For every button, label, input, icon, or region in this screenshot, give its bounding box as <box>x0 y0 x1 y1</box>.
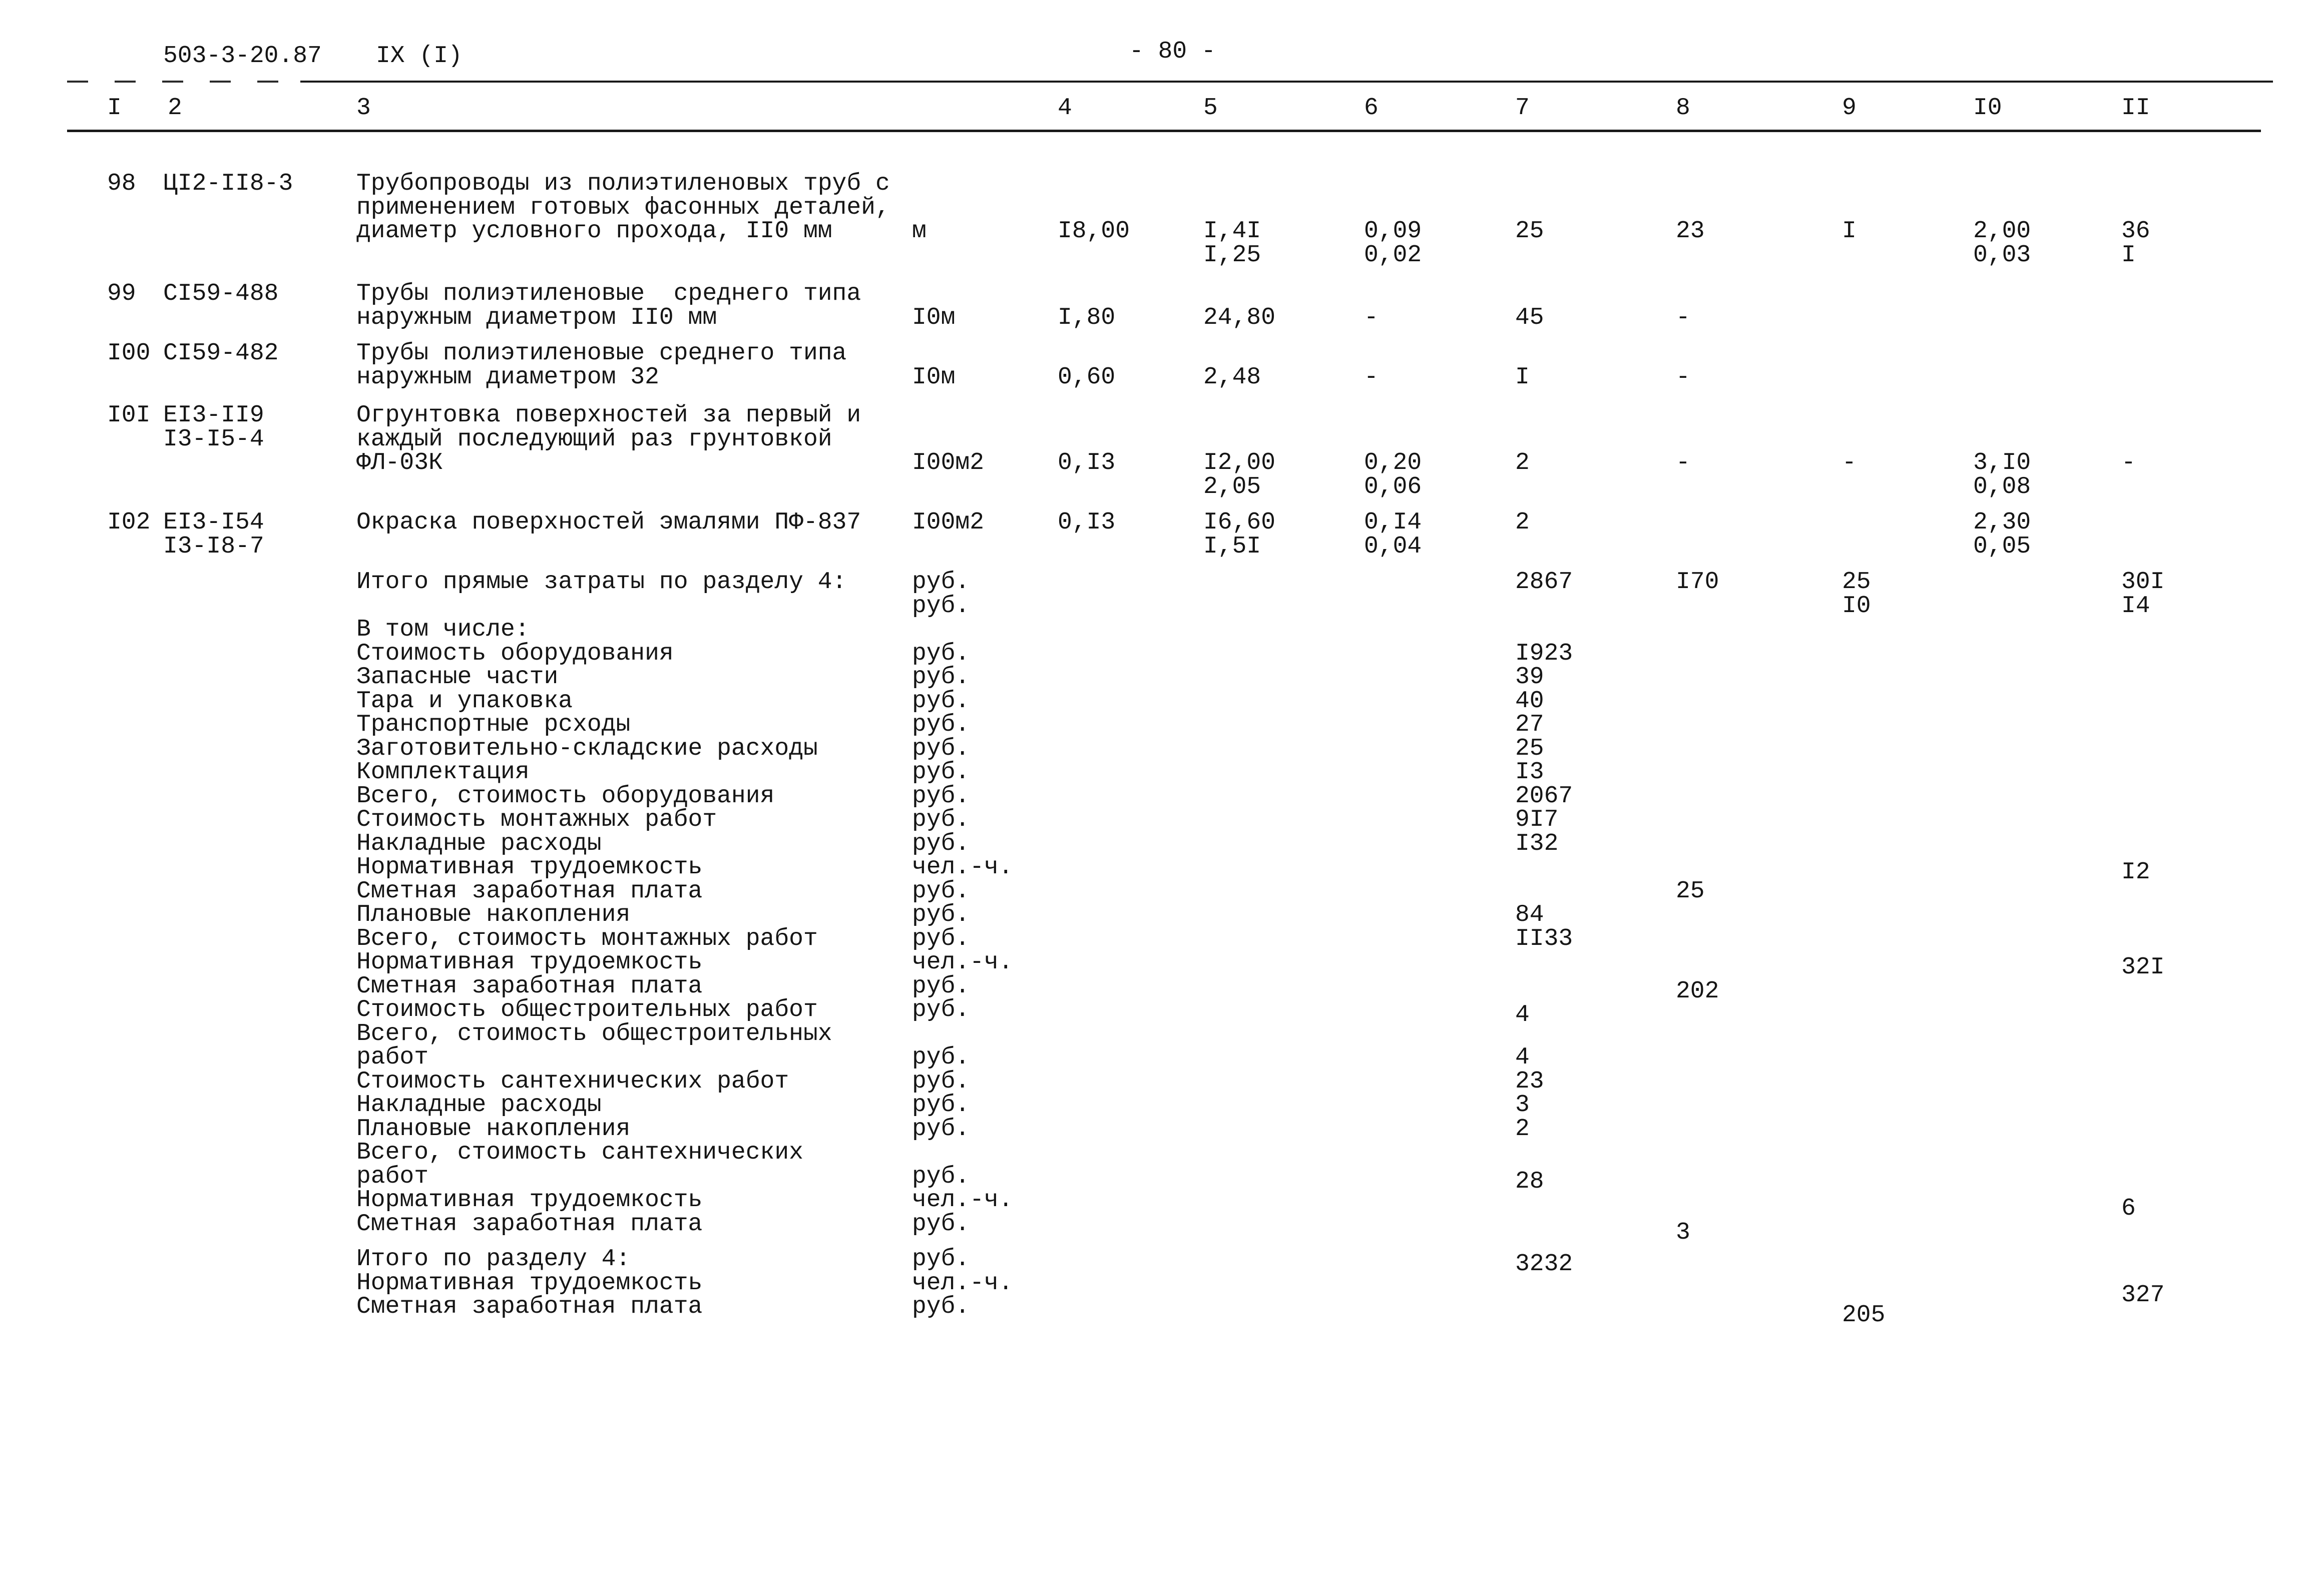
col6-value: 0,20 0,06 <box>1364 449 1422 500</box>
rate-code: ЦI2-II8-3 <box>163 170 293 197</box>
rate-code: СI59-482 <box>163 340 279 367</box>
col7-value: 2867 <box>1515 569 1573 596</box>
column-header-2: 2 <box>168 95 182 122</box>
col8-value: - <box>1676 304 1690 331</box>
item-label: Запасные части <box>356 664 559 691</box>
item-label: Накладные расходы <box>356 1092 602 1119</box>
item-label: Итого по разделу 4: <box>356 1246 631 1273</box>
item-label: работ <box>356 1044 429 1071</box>
unit: руб. <box>912 1092 970 1119</box>
col9-value: - <box>1842 449 1857 476</box>
column-header-8: 8 <box>1676 95 1690 122</box>
col8-value: 25 <box>1676 877 1705 905</box>
item-label: Нормативная трудоемкость <box>356 1187 703 1214</box>
col5-value: I,4I I,25 <box>1203 218 1261 269</box>
item-label: Нормативная трудоемкость <box>356 1269 703 1297</box>
item-label: работ <box>356 1163 429 1190</box>
column-header-7: 7 <box>1515 95 1530 122</box>
item-label: Накладные расходы <box>356 830 602 857</box>
col7-value: 39 <box>1515 664 1544 691</box>
item-label: Всего, стоимость оборудования <box>356 782 775 810</box>
col7-value: 25 <box>1515 218 1544 245</box>
row-number: I0I <box>107 402 151 429</box>
unit: руб. <box>912 1210 970 1238</box>
unit: руб. <box>912 996 970 1023</box>
unit: руб. <box>912 925 970 952</box>
col7-value: 3232 <box>1515 1251 1573 1278</box>
page-number: - 80 - <box>1129 38 1216 65</box>
col5-value: 2,48 <box>1203 363 1261 391</box>
rate-code: ЕI3-II9 I3-I5-4 <box>163 402 264 453</box>
column-header-9: 9 <box>1842 95 1857 122</box>
unit: руб. <box>912 782 970 810</box>
col4-value: I,80 <box>1058 304 1116 331</box>
col11-value: 36 I <box>2121 218 2150 269</box>
col8-value: - <box>1676 363 1690 391</box>
unit: руб. <box>912 1163 970 1190</box>
col9-value: 205 <box>1842 1302 1886 1329</box>
col7-value: 27 <box>1515 711 1544 738</box>
column-header-11: II <box>2121 95 2150 122</box>
col5-value: I6,60 I,5I <box>1203 509 1276 560</box>
unit: руб. <box>912 735 970 762</box>
col7-value: I <box>1515 363 1530 391</box>
col8-value: - <box>1676 449 1690 476</box>
unit: руб. <box>912 1044 970 1071</box>
col7-value: 28 <box>1515 1168 1544 1195</box>
unit: чел.-ч. <box>912 1269 1013 1297</box>
work-description: Трубы полиэтиленовые среднего типа наружным диаметром II0 мм <box>356 280 861 331</box>
unit: руб. <box>912 877 970 905</box>
unit: чел.-ч. <box>912 949 1013 976</box>
unit: м <box>912 218 927 245</box>
col7-value: II33 <box>1515 925 1573 952</box>
item-label: Плановые накопления <box>356 901 631 928</box>
item-label: Всего, стоимость монтажных работ <box>356 925 818 952</box>
col6-value: - <box>1364 304 1378 331</box>
unit: руб. <box>912 687 970 715</box>
item-label: Стоимость оборудования <box>356 640 674 667</box>
col11-value: 30I I4 <box>2121 569 2165 620</box>
unit: чел.-ч. <box>912 1187 1013 1214</box>
column-header-1: I <box>107 95 122 122</box>
unit: I00м2 <box>912 509 985 536</box>
item-label: Стоимость монтажных работ <box>356 806 717 833</box>
col9-value: I <box>1842 218 1857 245</box>
col6-value: 0,I4 0,04 <box>1364 509 1422 560</box>
row-number: I02 <box>107 509 151 536</box>
col8-value: 23 <box>1676 218 1705 245</box>
col8-value: I70 <box>1676 569 1719 596</box>
col11-value: 32I <box>2121 954 2165 981</box>
item-label: Тара и упаковка <box>356 687 573 715</box>
column-header-4: 4 <box>1058 95 1072 122</box>
item-label: Сметная заработная плата <box>356 1293 703 1320</box>
col6-value: 0,09 0,02 <box>1364 218 1422 269</box>
rate-code: ЕI3-I54 I3-I8-7 <box>163 509 264 560</box>
row-number: I00 <box>107 340 151 367</box>
col10-value: 2,00 0,03 <box>1973 218 2031 269</box>
unit: руб. <box>912 1115 970 1143</box>
unit: руб. <box>912 1068 970 1095</box>
item-label: Всего, стоимость общестроительных <box>356 1020 832 1047</box>
col7-value: 23 <box>1515 1068 1544 1095</box>
col7-value: 4 <box>1515 1044 1530 1071</box>
col7-value: I923 <box>1515 640 1573 667</box>
unit: руб. <box>912 972 970 1000</box>
section-number: IX (I) <box>376 43 463 70</box>
item-label: Нормативная трудоемкость <box>356 854 703 881</box>
header-rule-bottom <box>67 130 2261 132</box>
col10-value: 3,I0 0,08 <box>1973 449 2031 500</box>
col6-value: - <box>1364 363 1378 391</box>
column-header-10: I0 <box>1973 95 2002 122</box>
col7-value: 2 <box>1515 449 1530 476</box>
item-label: Заготовительно-складские расходы <box>356 735 818 762</box>
unit: руб. <box>912 640 970 667</box>
breakdown-heading: В том числе: <box>356 616 530 643</box>
unit: руб. <box>912 711 970 738</box>
col7-value: 2067 <box>1515 782 1573 810</box>
work-description: Огрунтовка поверхностей за первый и каждый последующий раз грунтовкой ФЛ-03К <box>356 402 861 476</box>
unit: I00м2 <box>912 449 985 476</box>
col11-value: I2 <box>2121 859 2150 886</box>
col7-value: 4 <box>1515 1001 1530 1028</box>
col7-value: I3 <box>1515 759 1544 786</box>
unit: руб. <box>912 1246 970 1273</box>
column-header-3: 3 <box>356 95 371 122</box>
work-description: Трубы полиэтиленовые среднего типа наружным диаметром 32 <box>356 340 847 391</box>
col7-value: 84 <box>1515 901 1544 928</box>
item-label: Комплектация <box>356 759 530 786</box>
col7-value: I32 <box>1515 830 1559 857</box>
unit: руб. <box>912 901 970 928</box>
col4-value: 0,60 <box>1058 363 1116 391</box>
row-number: 98 <box>107 170 136 197</box>
item-label: Сметная заработная плата <box>356 972 703 1000</box>
col5-value: 24,80 <box>1203 304 1276 331</box>
col8-value: 3 <box>1676 1219 1690 1246</box>
unit: руб. <box>912 1293 970 1320</box>
col7-value: 40 <box>1515 687 1544 715</box>
col4-value: 0,I3 <box>1058 449 1116 476</box>
item-label: Плановые накопления <box>356 1115 631 1143</box>
work-description: Трубопроводы из полиэтиленовых труб с применением готовых фасонных деталей, диаметр условного прохода, II0 мм <box>356 170 890 245</box>
col7-value: 9I7 <box>1515 806 1559 833</box>
unit: руб. <box>912 664 970 691</box>
col10-value: 2,30 0,05 <box>1973 509 2031 560</box>
header-rule-top <box>300 81 2273 83</box>
item-label: Всего, стоимость сантехнических <box>356 1139 803 1166</box>
col9-value: 25 I0 <box>1842 569 1871 620</box>
col7-value: 45 <box>1515 304 1544 331</box>
col5-value: I2,00 2,05 <box>1203 449 1276 500</box>
col8-value: 202 <box>1676 977 1719 1005</box>
document-code: 503-3-20.87 <box>163 43 322 70</box>
header-rule-dashed <box>67 81 300 83</box>
col4-value: 0,I3 <box>1058 509 1116 536</box>
column-header-6: 6 <box>1364 95 1378 122</box>
item-label: Транспортные рсходы <box>356 711 631 738</box>
col4-value: I8,00 <box>1058 218 1130 245</box>
item-label: Сметная заработная плата <box>356 1210 703 1238</box>
item-label: Нормативная трудоемкость <box>356 949 703 976</box>
col7-value: 3 <box>1515 1092 1530 1119</box>
col11-value: 327 <box>2121 1281 2165 1309</box>
col7-value: 2 <box>1515 509 1530 536</box>
unit: руб. руб. <box>912 569 970 620</box>
unit: руб. <box>912 806 970 833</box>
unit: руб. <box>912 830 970 857</box>
unit: чел.-ч. <box>912 854 1013 881</box>
item-label: Стоимость общестроительных работ <box>356 996 818 1023</box>
col7-value: 2 <box>1515 1115 1530 1143</box>
direct-total-label: Итого прямые затраты по разделу 4: <box>356 569 847 596</box>
col11-value: - <box>2121 449 2136 476</box>
item-label: Стоимость сантехнических работ <box>356 1068 789 1095</box>
unit: руб. <box>912 759 970 786</box>
col7-value: 25 <box>1515 735 1544 762</box>
row-number: 99 <box>107 280 136 307</box>
unit: I0м <box>912 304 956 331</box>
item-label: Сметная заработная плата <box>356 877 703 905</box>
unit: I0м <box>912 363 956 391</box>
rate-code: СI59-488 <box>163 280 279 307</box>
column-header-5: 5 <box>1203 95 1218 122</box>
col11-value: 6 <box>2121 1195 2136 1222</box>
work-description: Окраска поверхностей эмалями ПФ-837 <box>356 509 861 536</box>
